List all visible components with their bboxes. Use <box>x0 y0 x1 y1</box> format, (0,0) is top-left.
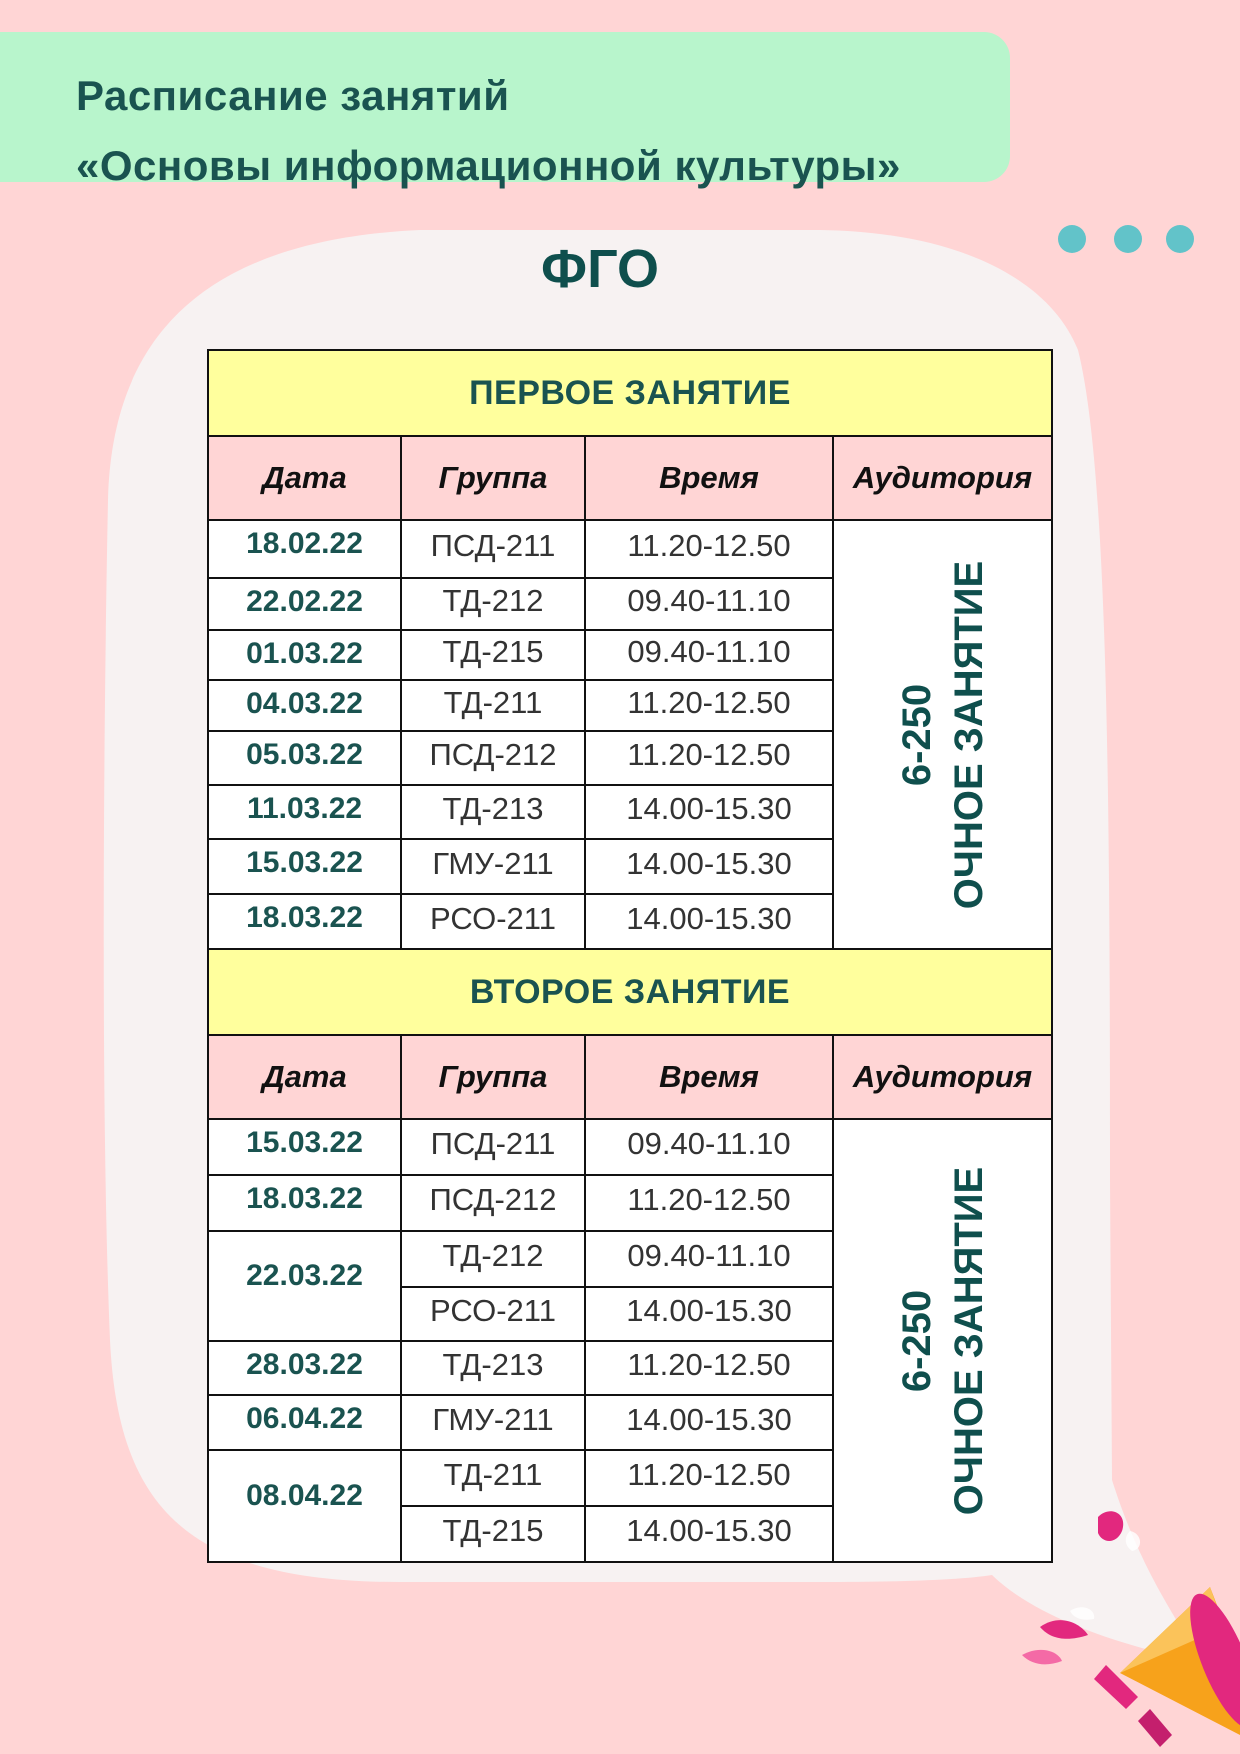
column-header-time: Время <box>585 1035 833 1119</box>
group-cell: ТД-212 <box>401 578 585 630</box>
column-header-date: Дата <box>208 436 401 520</box>
time-cell: 11.20-12.50 <box>585 680 833 731</box>
date-cell: 18.03.22 <box>208 894 401 949</box>
group-cell: ПСД-212 <box>401 731 585 785</box>
group-cell: ТД-213 <box>401 785 585 839</box>
time-cell: 11.20-12.50 <box>585 1341 833 1395</box>
date-cell: 22.02.22 <box>208 578 401 630</box>
group-cell: ТД-215 <box>401 1506 585 1562</box>
schedule-table <box>207 349 1053 1563</box>
date-cell: 06.04.22 <box>208 1395 401 1450</box>
time-cell: 14.00-15.30 <box>585 1395 833 1450</box>
table-row <box>208 1119 1052 1175</box>
group-cell: ТД-213 <box>401 1341 585 1395</box>
department-heading: ФГО <box>541 239 659 299</box>
time-cell: 11.20-12.50 <box>585 731 833 785</box>
date-cell: 18.03.22 <box>208 1175 401 1231</box>
column-header-date: Дата <box>208 1035 401 1119</box>
table-row <box>208 520 1052 578</box>
title-banner <box>0 32 1010 189</box>
date-cell: 15.03.22 <box>208 839 401 894</box>
date-cell: 28.03.22 <box>208 1341 401 1395</box>
date-cell: 08.04.22 <box>208 1450 401 1562</box>
time-cell: 09.40-11.10 <box>585 1231 833 1287</box>
session-title: ПЕРВОЕ ЗАНЯТИЕ <box>208 350 1052 436</box>
session-title-row <box>208 949 1052 1035</box>
column-header-room: Аудитория <box>833 1035 1052 1119</box>
room-number: 6-250 <box>894 1289 939 1392</box>
column-header-time: Время <box>585 436 833 520</box>
time-cell: 14.00-15.30 <box>585 785 833 839</box>
time-cell: 14.00-15.30 <box>585 894 833 949</box>
date-cell: 05.03.22 <box>208 731 401 785</box>
room-cell <box>833 520 1052 949</box>
group-cell: РСО-211 <box>401 894 585 949</box>
room-label <box>891 560 995 908</box>
time-cell: 09.40-11.10 <box>585 1119 833 1175</box>
column-header-group: Группа <box>401 1035 585 1119</box>
column-header-group: Группа <box>401 436 585 520</box>
date-cell: 18.02.22 <box>208 520 401 578</box>
time-cell: 11.20-12.50 <box>585 1175 833 1231</box>
group-cell: РСО-211 <box>401 1287 585 1341</box>
column-header-row <box>208 1035 1052 1119</box>
room-mode: ОЧНОЕ ЗАНЯТИЕ <box>946 560 991 909</box>
column-header-row <box>208 436 1052 520</box>
time-cell: 09.40-11.10 <box>585 578 833 630</box>
group-cell: ТД-211 <box>401 1450 585 1506</box>
group-cell: ТД-211 <box>401 680 585 731</box>
group-cell: ПСД-211 <box>401 520 585 578</box>
time-cell: 14.00-15.30 <box>585 1287 833 1341</box>
group-cell: ПСД-212 <box>401 1175 585 1231</box>
group-cell: ТД-215 <box>401 630 585 680</box>
time-cell: 09.40-11.10 <box>585 630 833 680</box>
group-cell: ПСД-211 <box>401 1119 585 1175</box>
group-cell: ТД-212 <box>401 1231 585 1287</box>
session-title-row <box>208 350 1052 436</box>
date-cell: 22.03.22 <box>208 1231 401 1341</box>
group-cell: ГМУ-211 <box>401 839 585 894</box>
room-number: 6-250 <box>894 683 939 786</box>
room-label <box>891 1166 995 1514</box>
time-cell: 11.20-12.50 <box>585 520 833 578</box>
title-line-1: Расписание занятий <box>76 72 510 119</box>
room-mode: ОЧНОЕ ЗАНЯТИЕ <box>946 1166 991 1515</box>
group-cell: ГМУ-211 <box>401 1395 585 1450</box>
session-title: ВТОРОЕ ЗАНЯТИЕ <box>208 949 1052 1035</box>
date-cell: 11.03.22 <box>208 785 401 839</box>
column-header-room: Аудитория <box>833 436 1052 520</box>
date-cell: 04.03.22 <box>208 680 401 731</box>
megaphone-icon <box>1010 1495 1240 1754</box>
date-cell: 01.03.22 <box>208 630 401 680</box>
time-cell: 14.00-15.30 <box>585 1506 833 1562</box>
time-cell: 11.20-12.50 <box>585 1450 833 1506</box>
date-cell: 15.03.22 <box>208 1119 401 1175</box>
time-cell: 14.00-15.30 <box>585 839 833 894</box>
title-line-2: «Основы информационной культуры» <box>76 142 901 189</box>
